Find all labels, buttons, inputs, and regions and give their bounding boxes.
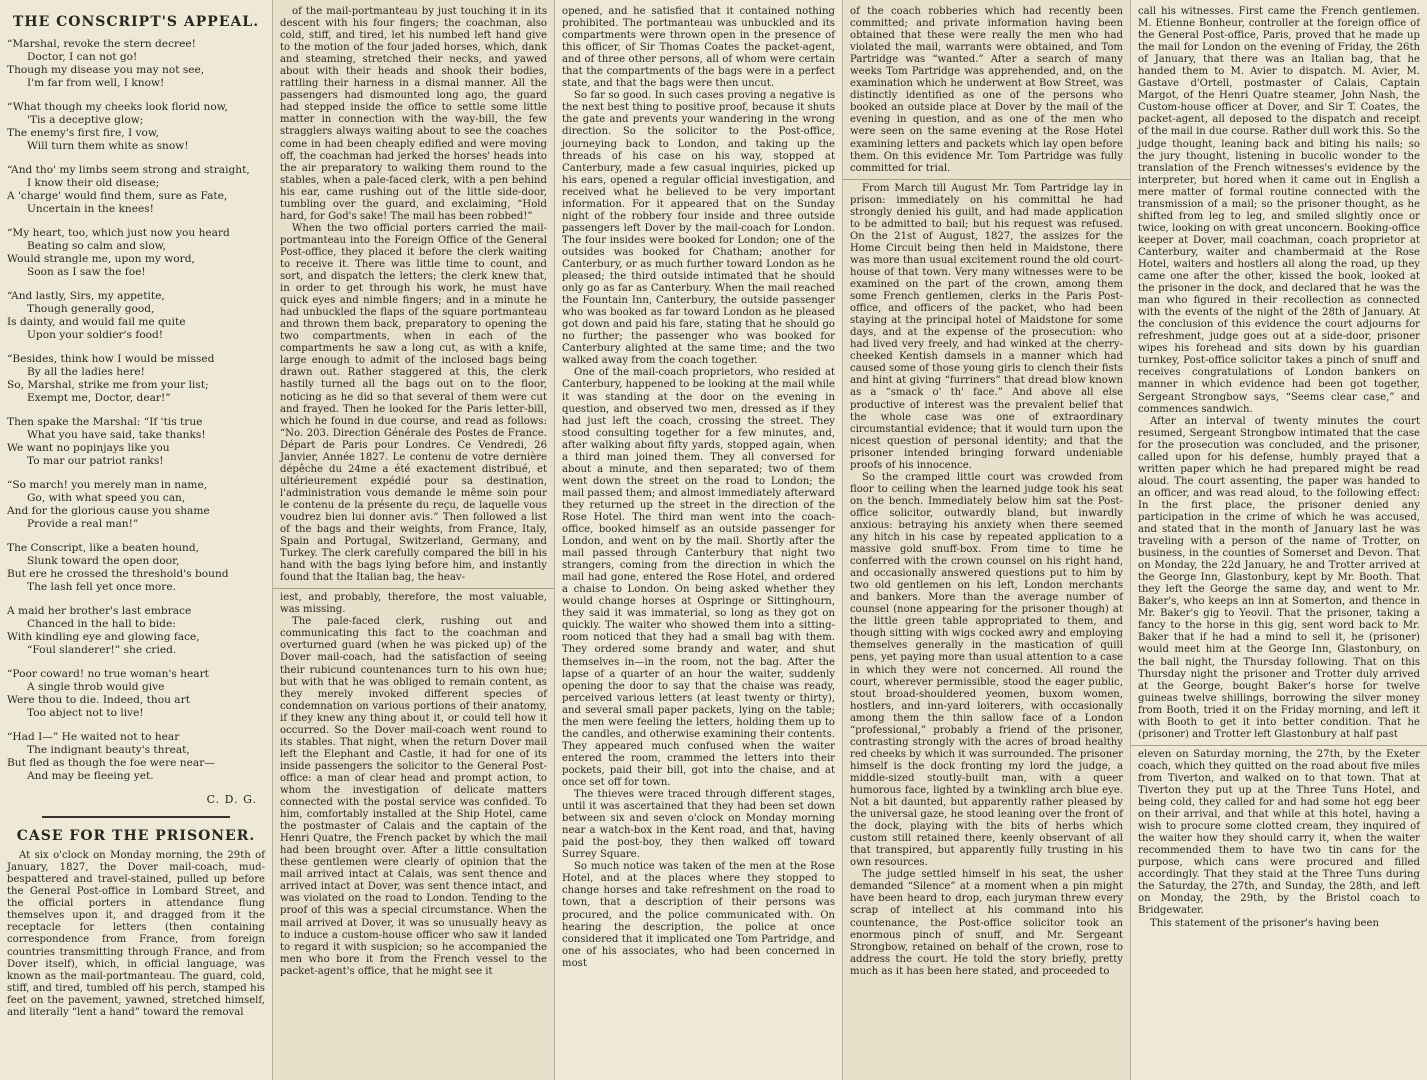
poem-line: With kindling eye and glowing face, xyxy=(7,631,200,644)
poem-line: Were thou to die. Indeed, thou art xyxy=(7,694,190,707)
poem-line: A maid her brother's last embrace xyxy=(7,605,192,618)
poem-line: “Foul slanderer!” she cried. xyxy=(27,644,177,657)
poem-line: I'm far from well, I know! xyxy=(27,77,165,90)
poem-line: What you have said, take thanks! xyxy=(27,429,206,442)
article-text-col3 xyxy=(562,6,835,970)
poem-line: “My heart, too, which just now you heard xyxy=(7,227,230,240)
poem-line: The Conscript, like a beaten hound, xyxy=(7,542,200,555)
poem-body xyxy=(7,38,265,783)
poem-line: Provide a real man!” xyxy=(27,518,139,531)
poem-line: “Had I—” He waited not to hear xyxy=(7,731,180,744)
poem-line: Will turn them white as snow! xyxy=(27,140,189,153)
article-paragraph: iest, and probably, therefore, the most valuable, was missing. xyxy=(280,592,547,616)
article-text-col5b xyxy=(1138,749,1420,930)
poem-stanza xyxy=(7,164,265,216)
poem-line: The lash fell yet once more. xyxy=(27,581,176,594)
clipping-seam xyxy=(843,179,1130,180)
column-4 xyxy=(843,0,1131,1080)
poem-line: Go, with what speed you can, xyxy=(27,492,186,505)
poem-stanza xyxy=(7,227,265,279)
column-1 xyxy=(0,0,273,1080)
article-text-col2b xyxy=(280,592,547,978)
poem-line: Too abject not to live! xyxy=(27,707,144,720)
article-paragraph: The judge settled himself in his seat, the usher demanded “Silence” at a moment when a pin might have been heard to drop, each juryman threw every scrap of intellect at his command into his countenance, the Post-office solicitor took an enormous pinch of snuff, and Mr. Sergeant Strongbow, retained on behalf of the crown, rose to address the court. He told the story briefly, pretty much as it has been here stated, and proceeded to xyxy=(850,869,1123,977)
column-3 xyxy=(555,0,843,1080)
clipping-seam xyxy=(1131,745,1427,746)
article-text-col1 xyxy=(7,850,265,1019)
poem-signature: C. D. G. xyxy=(206,793,257,807)
article-paragraph: So the cramped little court was crowded from floor to ceiling when the learned judge took his seat on the bench. Immediately below him sat the Post-office solicitor, outwardly bland, but inwardly anxious: betraying his anxiety when there seemed any hitch in his case by repeated application to a massive gold snuff-box. From time to time he conferred with the crown counsel on his right hand, and occasionally answered questions put to him by two old gentlemen on his left, London merchants and bankers. More than the average number of counsel (none appearing for the prisoner though) at the little green table appropriated to them, and though sitting with wigs cocked awry and employing themselves generally in the mastication of quill pens, yet paying more than usual attention to a case in which they were not concerned. All round the court, wherever permissible, stood the eager public, stout broad-shouldered yeomen, buxom women, hostlers, and inn-yard loiterers, with occasionally among them the thin sallow face of a London “professional,” probably a friend of the prisoner, contrasting strongly with the acres of broad healthy red cheeks by which it was surrounded. The prisoner himself is the dock fronting my lord the judge, a middle-sized stoutly-built man, with a queer humorous face, lighted by a twinkling arch blue eye. Not a bit daunted, but apparently rather pleased by the universal gaze, he stood leaning over the front of the dock, playing with the bits of herbs which custom still retained there, keenly observant of all that transpired, but apparently fully trusting in his own resources. xyxy=(850,471,1123,869)
poem-stanza xyxy=(7,479,265,531)
poem-line: Exempt me, Doctor, dear!” xyxy=(27,392,171,405)
poem-line: “Besides, think how I would be missed xyxy=(7,353,215,366)
poem-title: THE CONSCRIPT'S APPEAL. xyxy=(12,14,260,30)
poem-line: I know their old disease; xyxy=(27,177,160,190)
clipping-seam xyxy=(273,588,554,589)
poem-line: So, Marshal, strike me from your list; xyxy=(7,379,209,392)
poem-line: And may be fleeing yet. xyxy=(27,770,154,783)
article-paragraph: call his witnesses. First came the French gentlemen. M. Etienne Bonheur, controller at the foreign office of the General Post-office, Paris, proved that he made up the mail for London on the evening of Friday, the 26th of January, that there was an Italian bag, that he handed them to M. Avier to dispatch. M. Avier, M. Gastave d'Ortell, postmaster of Calais, Captain Margot, of the Henri Quatre steamer, John Nash, the Custom-house officer at Dover, and Sir T. Coates, the packet-agent, all deposed to the dispatch and receipt of the mail in due course. Rather dull work this. So the judge thought, leaning back and biting his nails; so the jury thought, listening in bucolic wonder to the translation of the French witnesses's evidence by the interpreter, but hored when it came out in English a mere matter of formal routine connected with the transmission of a mail; so the prisoner thought, as he shifted from leg to leg, and smiled slightly once or twice, looking on with great unconcern. Booking-office keeper at Dover, mail coachman, coach proprietor at Canterbury, waiter and chambermaid at the Rose Hotel, waiters and hostlers all along the road, up they came one after the other, kissed the book, looked at the prisoner in the dock, and declared that he was the man who figured in their recollection as connected with the events of the night of the 28th of January. At the conclusion of this evidence the court adjourns for refreshment, judge goes out at a side-door, prisoner wipes his forehead and sits down by his guardian turnkey, Post-office solicitor takes a pinch of snuff and receives congratulations of London bankers on manner in which evidence had been got together, Sergeant Strongbow says, “Seems clear case,” and commences sandwich. xyxy=(1138,6,1420,415)
article-paragraph: The thieves were traced through different stages, until it was ascertained that they had been set down between six and seven o'clock on Monday morning near a watch-box in the Kent road, and that, having paid the post-boy, they then walked off toward Surrey Square. xyxy=(562,789,835,861)
poem-stanza xyxy=(7,290,265,342)
article-paragraph: From March till August Mr. Tom Partridge lay in prison: immediately on his committal he had strongly denied his guilt, and had made application to be admitted to bail; but his request was refused. On the 21st of August, 1827, the assizes for the Home Circuit being then held in Maidstone, there was more than usual excitement round the old court-house of that town. Very many witnesses were to be examined on the part of the crown, among them some French gentlemen, clerks in the Paris Post-office, and officers of the packet, who had been staying at the principal hotel of Maidstone for some days, and at the expense of the prosecution: who had lived very freely, and had winked at the cherry-cheeked Kentish damsels in a manner which had caused some of those young girls to clench their fists and hint at giving “furriners” that dread blow known as a “smack o' th' face.” And above all else productive of interest was the prevalent belief that the whole case was one of extraordinary circumstantial evidence; that it would turn upon the nicest question of personal identity; and that the prisoner intended bringing forward undeniable proofs of his innocence. xyxy=(850,182,1123,471)
article-paragraph: eleven on Saturday morning, the 27th, by the Exeter coach, which they quitted on the road about five miles from Tiverton, and walked on to that town. That at Tiverton they put up at the Three Tuns Hotel, and being cold, they called for and had some hot egg beer on their arrival, and that while at this hotel, having a wish to procure some clotted cream, they inquired of the waiter how they should carry it, when the waiter recommended them to have two tin cans for the purpose, which cans were procured and filled accordingly. That they staid at the Three Tuns during the Saturday, the 27th, and Sunday, the 28th, and left on Monday, the 29th, by the Bristol coach to Bridgewater. xyxy=(1138,748,1420,917)
poem-line: 'Tis a deceptive glow; xyxy=(27,114,144,127)
article-paragraph: opened, and he satisfied that it contained nothing prohibited. The portmanteau was unbuckled and its compartments were thrown open in the presence of this officer, of Sir Thomas Coates the packet-agent, and of three other persons, all of whom were certain that the compartments of the bags were in a perfect state, and that the bags were then uncut. xyxy=(562,6,835,90)
poem-line: Uncertain in the knees! xyxy=(27,203,154,216)
poem-line: But fled as though the foe were near— xyxy=(7,757,215,770)
poem-line: We want no popinjays like you xyxy=(7,442,170,455)
poem-line: “Poor coward! no true woman's heart xyxy=(7,668,209,681)
poem-line: Is dainty, and would fail me quite xyxy=(7,316,186,329)
article-paragraph: of the coach robberies which had recently been committed; and private information having been obtained that these were really the men who had violated the mail, warrants were obtained, and Tom Partridge was “wanted.” After a search of many weeks Tom Partridge was apprehended, and, on the examination which he underwent at Bow Street, was distinctly identified as one of the persons who booked an outside place at Dover by the mail of the evening in question, and as one of the men who were seen on the same evening at the Rose Hotel examining letters and packets which lay open before them. On this evidence Mr. Tom Partridge was fully committed for trial. xyxy=(850,6,1123,174)
poem-stanza xyxy=(7,668,265,720)
poem-stanza xyxy=(7,353,265,405)
poem-line: Though my disease you may not see, xyxy=(7,64,205,77)
article-paragraph: So far so good. In such cases proving a negative is the next best thing to positive proof, because it shuts the gate and prevents your wandering in the wrong direction. So the solicitor to the Post-office, journeying back to London, and taking up the threads of his case on his way, stopped at Canterbury, made a few casual inquiries, picked up his ears, opened a regular official investigation, and received what he believed to be very important information. For it appeared that on the Sunday night of the robbery four inside and three outside passengers left Dover by the mail-coach for London. The four insides were booked for London; one of the outsides was booked for Chatham; another for Canterbury, or as much further toward London as he pleased; the third outside intimated that he should only go as far as Canterbury. When the mail reached the Fountain Inn, Canterbury, the outside passenger who was booked as far toward London as he pleased got down and paid his fare, stating that he should go no further; the passenger who was booked for Canterbury alighted at the same time; and the two walked away from the coach together. xyxy=(562,90,835,367)
poem-stanza xyxy=(7,101,265,153)
poem-line: But ere he crossed the threshold's bound xyxy=(7,568,229,581)
article-paragraph: The pale-faced clerk, rushing out and communicating this fact to the coachman and overturned guard (when he was picked up) of the Dover mail-coach, had the satisfaction of seeing their rubicund countenances turn to his own hue; but with that he was obliged to remain content, as they merely invoked different species of condemnation on various portions of their anatomy, if they knew any thing about it, or could tell how it occurred. So the Dover mail-coach went round to its stables. That night, when the return Dover mail left the Elephant and Castle, it had for one of its inside passengers the solicitor to the General Post-office: a man of clear head and prompt action, to whom the investigation of delicate matters connected with the postal service was confided. To him, comfortably installed at the Ship Hotel, came the postmaster of Calais and the captain of the Henri Quatre, the French packet by which the mail had been brought over. After a little consultation these gentlemen were clearly of opinion that the mail arrived intact at Calais, was sent thence and arrived intact at Dover, was sent thence intact, and was violated on the road to London. Tending to the proof of this was a special circumstance. When the mail arrived at Dover, it was so unusually heavy as to induce a custom-house officer who saw it landed to regard it with suspicion; so he accompanied the men who bore it from the French vessel to the packet-agent's office, that he might see it xyxy=(280,616,547,977)
poem-line: A single throb would give xyxy=(27,681,165,694)
column-2 xyxy=(273,0,555,1080)
poem-line: Chanced in the hall to bide: xyxy=(27,618,176,631)
poem-stanza xyxy=(7,731,265,783)
poem-line: “What though my cheeks look florid now, xyxy=(7,101,228,114)
poem-line: A 'charge' would find them, sure as Fate, xyxy=(7,190,228,203)
poem-stanza xyxy=(7,542,265,594)
poem-line: Slunk toward the open door, xyxy=(27,555,180,568)
poem-line: Though generally good, xyxy=(27,303,155,316)
poem-line: “So march! you merely man in name, xyxy=(7,479,208,492)
poem-line: “And tho' my limbs seem strong and straight, xyxy=(7,164,250,177)
article-paragraph: This statement of the prisoner's having been xyxy=(1150,917,1379,929)
poem-line: Soon as I saw the foe! xyxy=(27,266,146,279)
poem-line: And for the glorious cause you shame xyxy=(7,505,210,518)
article-paragraph: At six o'clock on Monday morning, the 29th of January, 1827, the Dover mail-coach, mud-bespattered and travel-stained, pulled up before the General Post-office in Lombard Street, and the official porters in attendance flung themselves upon it, and dragged from it the receptacle for letters (then containing correspondence from France, from foreign countries transmitting through France, and from Dover itself), which, in official language, was known as the mail-portmanteau. The guard, cold, stiff, and tired, tumbled off his perch, stamped his feet on the pavement, yawned, stretched himself, and literally “lent a hand” toward the removal xyxy=(7,850,265,1018)
article-text-col5a xyxy=(1138,6,1420,741)
poem-line: By all the ladies here! xyxy=(27,366,145,379)
poem-stanza xyxy=(7,38,265,90)
poem-line: “Marshal, revoke the stern decree! xyxy=(7,38,196,51)
poem-line: The indignant beauty's threat, xyxy=(27,744,190,757)
article-paragraph: After an interval of twenty minutes the court resumed, Sergeant Strongbow intimated that the case for the prosecution was concluded, and the prisoner, called upon for his defense, humbly prayed that a written paper which he had prepared might be read aloud. The court assenting, the paper was handed to an officer, and was read aloud, to the following effect: In the first place, the prisoner denied any participation in the crime of which he was accused, and stated that in the month of January last he was traveling with a person of the name of Trotter, on business, in the counties of Somerset and Devon. That on Monday, the 22d January, he and Trotter arrived at the George Inn, Glastonbury, kept by Mr. Booth. That they left the George the same day, and went to Mr. Baker's, who keeps an inn at Somerton, and thence in Mr. Baker's gig to Yeovil. That the prisoner, taking a fancy to the horse in this gig, sent word back to Mr. Baker that if he had a mind to sell it, he (prisoner) would meet him at the George Inn, Glastonbury, on the ball night, the Thursday following. That on this Thursday night the prisoner and Trotter duly arrived at the George, bought Baker's horse for twelve guineas twelve shillings, borrowing the silver money from Booth, tried it on the Friday morning, and left it with Booth to get it into better condition. That he (prisoner) and Trotter left Glastonbury at half past xyxy=(1138,415,1420,740)
poem-stanza xyxy=(7,605,265,657)
article-paragraph: So much notice was taken of the men at the Rose Hotel, and at the places where they stopped to change horses and take refreshment on the road to town, that a description of their persons was procured, and the police communicated with. On hearing the description, the police at once considered that it implicated one Tom Partridge, and one of his associates, who had been concerned in most xyxy=(562,861,835,969)
poem-line: Beating so calm and slow, xyxy=(27,240,166,253)
article-paragraph: One of the mail-coach proprietors, who resided at Canterbury, happened to be looking at the mail while it was standing at the door on the evening in question, and observed two men, dressed as if they had just left the coach, crossing the street. They stood consulting together for a few minutes, and, after walking about fifty yards, stopped again, when a third man joined them. They all conversed for about a minute, and then separated; two of them went down the street on the road to London; the mail passed them; and almost immediately afterward they returned up the street in the direction of the Rose Hotel. The third man went into the coach-office, booked himself as an outside passenger for London, and went on by the mail. Shortly after the mail passed through Canterbury that night two strangers, coming from the direction in which the mail had gone, entered the Rose Hotel, and ordered a chaise to London. On being asked whether they would change horses at Ospringe or Sittinghourn, they said it was immaterial, so long as they got on quickly. The waiter who showed them into a sitting-room noticed that they had a small bag with them. They ordered some brandy and water, and shut themselves in—in the room, not the bag. After the lapse of a quarter of an hour the waiter, suddenly opening the door to say that the chaise was ready, perceived various letters (at least twenty or thirty), and several small paper packets, lying on the table; the men were feeling the letters, holding them up to the candles, and otherwise examining their contents. They appeared much confused when the waiter entered the room, crammed the letters into their pockets, paid their bill, got into the chaise, and at once set off for town. xyxy=(562,367,835,788)
article-paragraph: of the mail-portmanteau by just touching it in its descent with his four fingers; the coachman, also cold, stiff, and tired, let his numbed left hand give to the motion of the four jaded horses, which, dank and steaming, stretched their necks, and yawed about with their heads and shook their bodies, rattling their harness in a dismal manner. All the passengers had dismounted long ago, the guard had stepped inside the office to settle some little matter in connection with the way-bill, the few stragglers always waiting about to see the coaches come in had been cheaply edified and were moving off, the coachman had jerked the horses' heads into the air preparatory to walking them round to the stables, when a pale-faced clerk, with a pen behind his ear, came rushing out of the little side-door, tumbling over the guard, and exclaiming, “Hold hard, for God's sake! The mail has been robbed!” xyxy=(280,6,547,222)
poem-stanza xyxy=(7,416,265,468)
article-text-col2a xyxy=(280,6,547,584)
poem-line: Upon your soldier's food! xyxy=(27,329,164,342)
poem-line: Doctor, I can not go! xyxy=(27,51,138,64)
column-5 xyxy=(1131,0,1427,1080)
poem-line: Would strangle me, upon my word, xyxy=(7,253,195,266)
article-paragraph: When the two official porters carried the mail-portmanteau into the Foreign Office of the General Post-office, they placed it before the clerk waiting to receive it. There was little time to count, and sort, and dispatch the letters; the clerk knew that, in order to get through his work, he must have quick eyes and nimble fingers; and in a minute he had unbuckled the flaps of the square portmanteau and thrown them back, preparatory to opening the two compartments, when in each of the compartments he saw a long cut, as with a knife, large enough to admit of the inclosed bags being drawn out. Rather staggered at this, the clerk hastily turned all the bags out on to the floor, noticing as he did so that several of them were cut and frayed. Then he looked for the Paris letter-bill, which he found in due course, and read as follows: “No. 203. Direction Générale des Postes de France. Départ de Paris pour Londres. Ce Vendredi, 26 Janvier, Année 1827. Le contenu de votre dernière dépêche du 24me a été exactement distribué, et ultérieurement expédié pour sa destination, l'administration vous demande le même soin pour le contenu de la présente du reçu, de laquelle vous voudrez bien lui donner avis.” Then followed a list of the bags and their weights, from France, Italy, Spain and Portugal, Switzerland, Germany, and Turkey. The clerk carefully compared the bill in his hand with the bags lying before him, and instantly found that the Italian bag, the heav- xyxy=(280,222,547,584)
article-text-col4a xyxy=(850,6,1123,175)
article-title: CASE FOR THE PRISONER. xyxy=(16,828,256,845)
poem-line: To mar our patriot ranks! xyxy=(27,455,164,468)
poem-line: “And lastly, Sirs, my appetite, xyxy=(7,290,165,303)
section-divider xyxy=(42,816,230,818)
poem-line: Then spake the Marshal: “If 'tis true xyxy=(7,416,203,429)
article-text-col4b xyxy=(850,183,1123,978)
poem-line: The enemy's first fire, I vow, xyxy=(7,127,160,140)
